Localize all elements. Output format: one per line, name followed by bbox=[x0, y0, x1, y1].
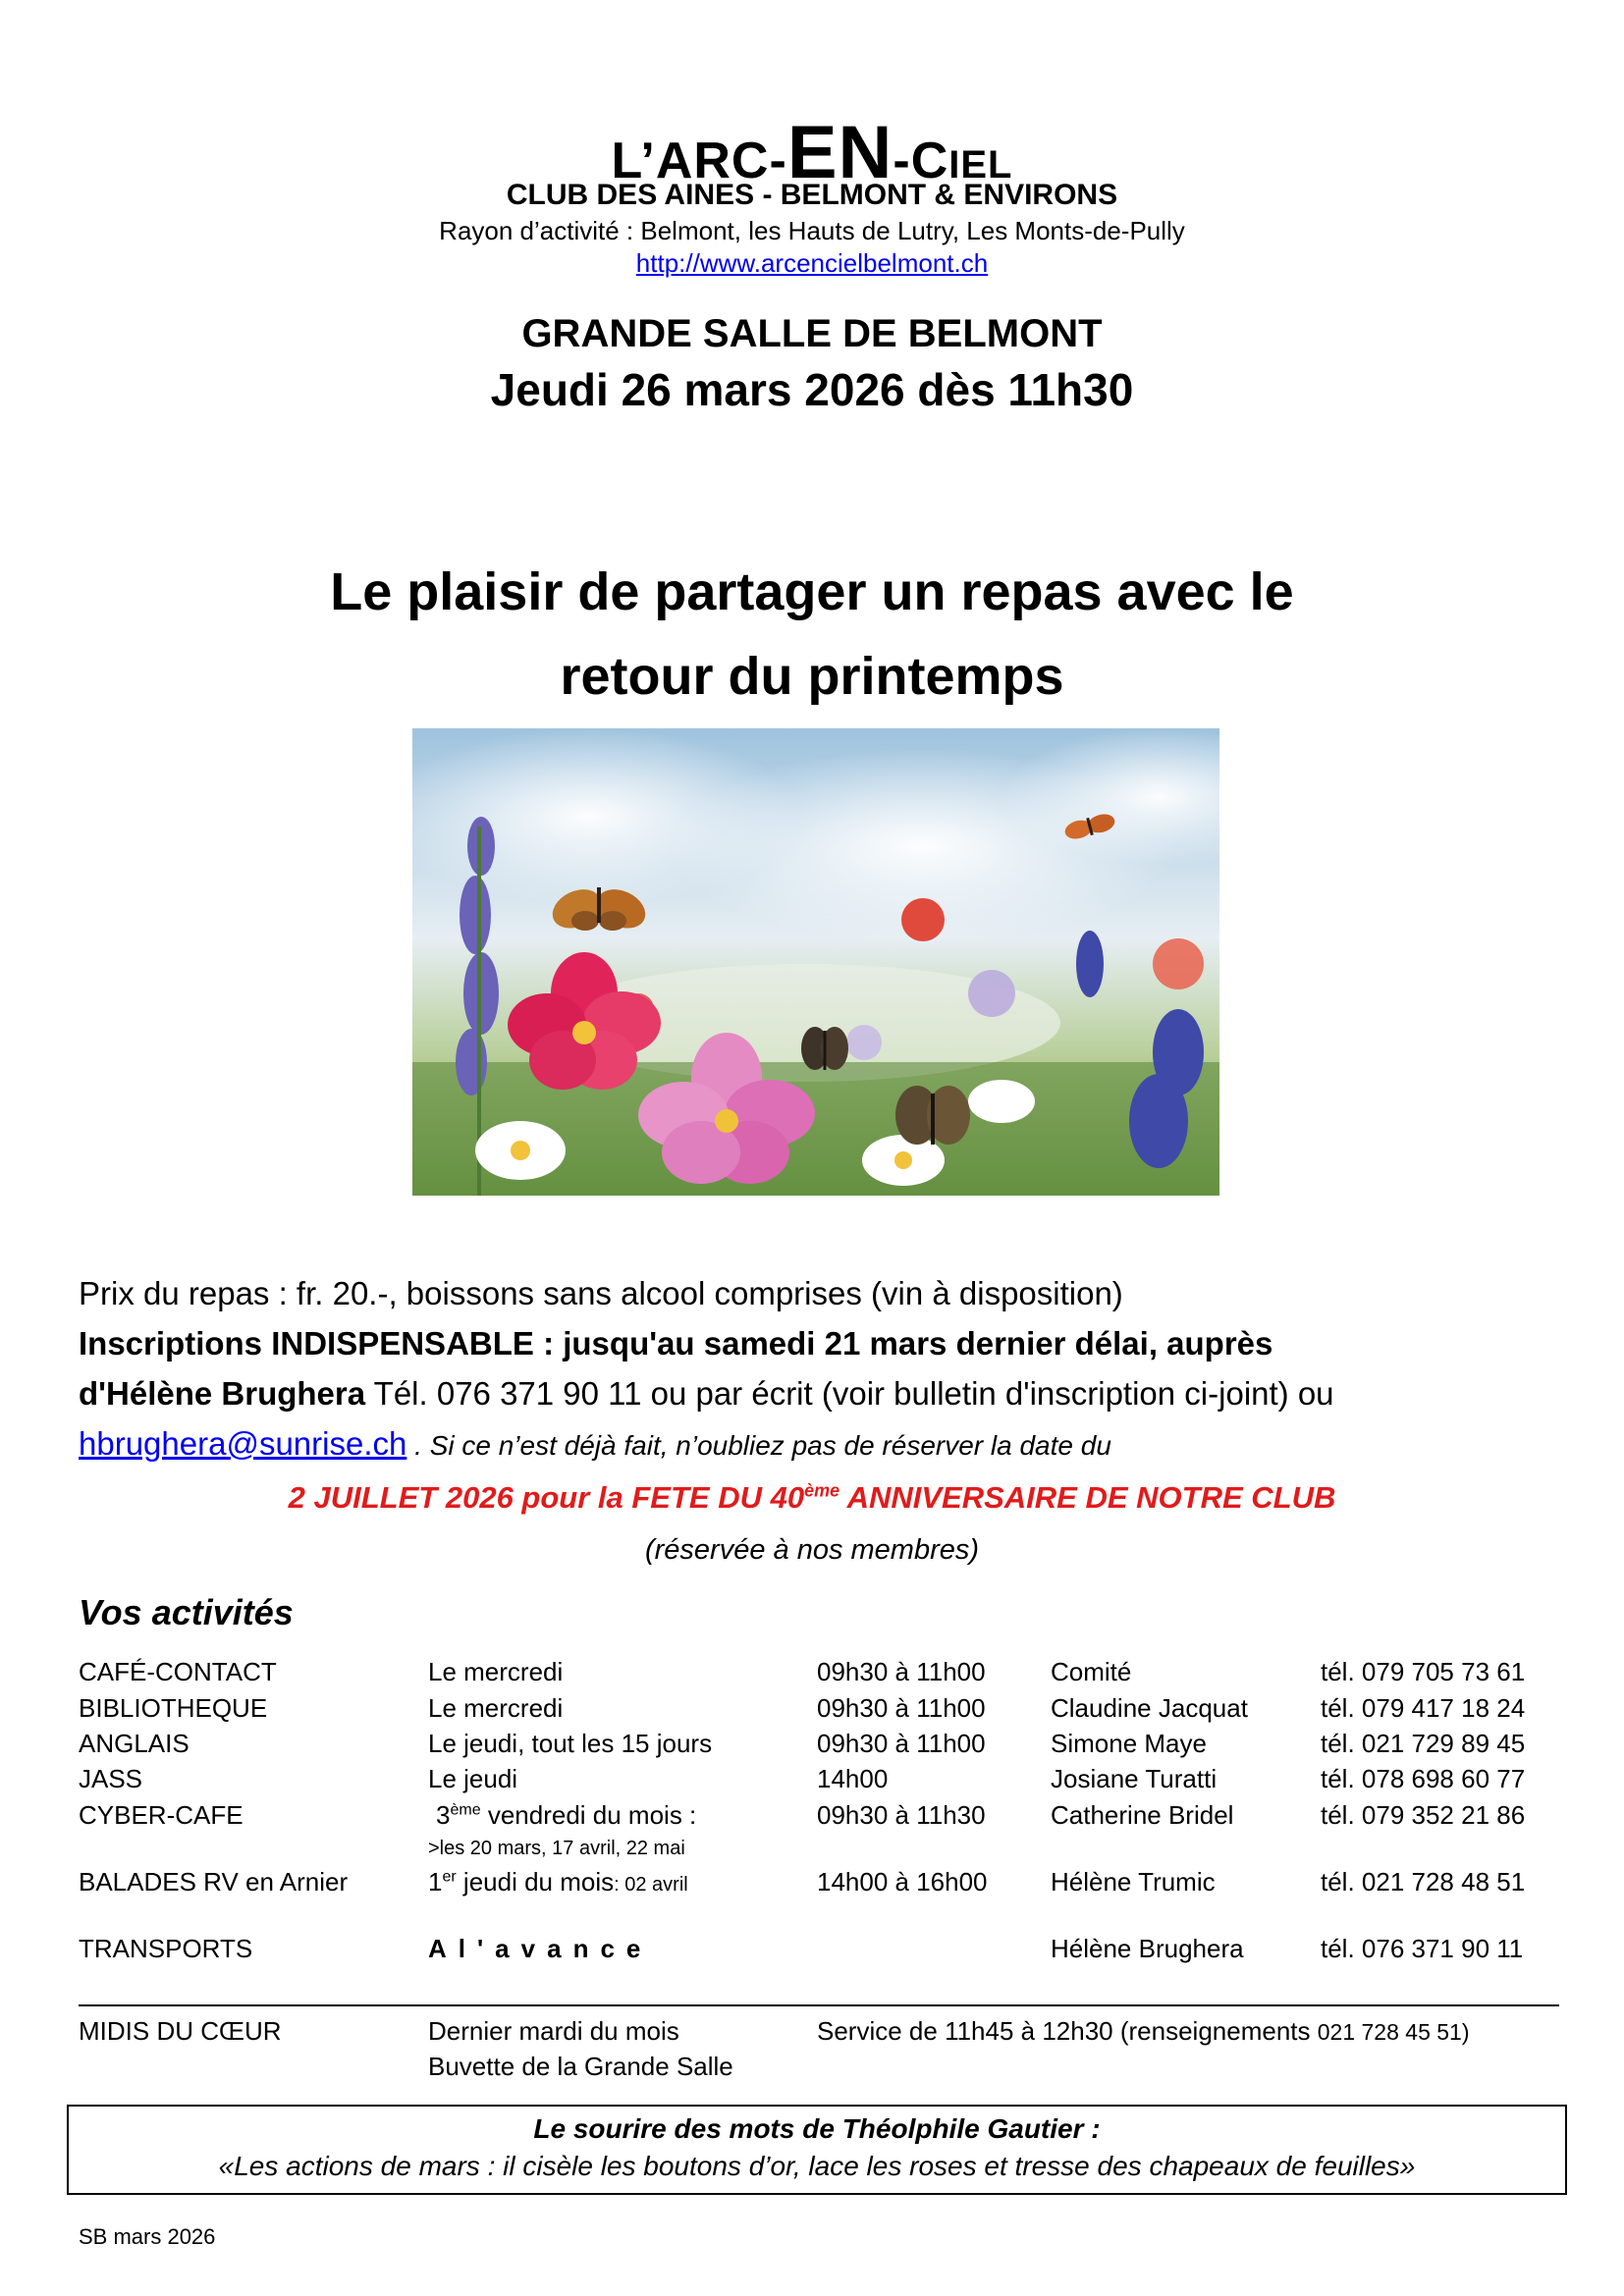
quote-title: Le sourire des mots de Théolphile Gautier : bbox=[533, 2113, 1101, 2144]
midis-row: MIDIS DU CŒUR Dernier mardi du mois Service de 11h45 à 12h30 (renseignements 021 728 45 51) bbox=[79, 2016, 1470, 2046]
activity-row: CYBER-CAFE 3ème vendredi du mois : 09h30 à 11h30 Catherine Bridel tél. 079 352 21 86 bbox=[79, 1800, 1526, 1830]
cyber-cafe-dates: >les 20 mars, 17 avril, 22 mai bbox=[428, 1838, 685, 1859]
activity-row: ANGLAIS Le jeudi, tout les 15 jours 09h30 à 11h00 Simone Maye tél. 021 729 89 45 bbox=[79, 1729, 1526, 1758]
activity-row: BALADES RV en Arnier 1er jeudi du mois: 02 avril 14h00 à 16h00 Hélène Trumic tél. 021 728 48 51 bbox=[79, 1867, 1526, 1896]
venue: GRANDE SALLE DE BELMONT bbox=[521, 312, 1103, 355]
activity-row: JASS Le jeudi 14h00 Josiane Turatti tél. 078 698 60 77 bbox=[79, 1764, 1526, 1793]
quote-box bbox=[67, 2105, 1567, 2195]
website-row bbox=[0, 248, 1624, 279]
event-date: Jeudi 26 mars 2026 dès 11h30 bbox=[490, 364, 1134, 415]
activity-row: BIBLIOTHEQUE Le mercredi 09h30 à 11h00 Claudine Jacquat tél. 079 417 18 24 bbox=[79, 1693, 1526, 1723]
website-link[interactable]: http://www.arcencielbelmont.ch bbox=[635, 248, 989, 278]
activity-row: CAFÉ-CONTACT Le mercredi 09h30 à 11h00 Comité tél. 079 705 73 61 bbox=[79, 1657, 1526, 1686]
registration-contact: d'Hélène Brughera Tél. 076 371 90 11 ou par écrit (voir bulletin d'inscription ci-joint) ou bbox=[79, 1375, 1334, 1412]
midis-location-row: Buvette de la Grande Salle bbox=[428, 2052, 733, 2081]
spring-flowers-photo bbox=[412, 728, 1219, 1196]
club-subtitle: CLUB DES AINES - BELMONT & ENVIRONS bbox=[506, 179, 1118, 211]
activity-row: TRANSPORTS Al'avance Hélène Brughera tél. 076 371 90 11 bbox=[79, 1934, 1524, 1963]
activity-area: Rayon d’activité : Belmont, les Hauts de Lutry, Les Monts-de-Pully bbox=[439, 216, 1185, 245]
activities-title: Vos activités bbox=[79, 1592, 294, 1632]
email-link[interactable]: hbrughera@sunrise.ch bbox=[79, 1425, 407, 1462]
meal-price: Prix du repas : fr. 20.-, boissons sans alcool comprises (vin à disposition) bbox=[79, 1275, 1123, 1311]
club-name: L’ARC-EN-CIEL bbox=[611, 111, 1013, 194]
headline-line-1: Le plaisir de partager un repas avec le bbox=[330, 562, 1294, 621]
registration-deadline: Inscriptions INDISPENSABLE : jusqu'au samedi 21 mars dernier délai, auprès bbox=[79, 1325, 1273, 1362]
quote-text: «Les actions de mars : il cisèle les boutons d’or, lace les roses et tresse des chapeaux de feuilles» bbox=[218, 2151, 1416, 2181]
members-only-note: (réservée à nos membres) bbox=[644, 1534, 980, 1566]
email-line: hbrughera@sunrise.ch . Si ce n’est déjà fait, n’oubliez pas de réserver la date du bbox=[79, 1425, 1111, 1462]
divider bbox=[79, 2004, 1559, 2006]
footer-note: SB mars 2026 bbox=[79, 2224, 216, 2249]
anniversary-notice: 2 JUILLET 2026 pour la FETE DU 40ème ANNIVERSAIRE DE NOTRE CLUB bbox=[288, 1480, 1336, 1515]
headline-line-2: retour du printemps bbox=[560, 647, 1064, 706]
